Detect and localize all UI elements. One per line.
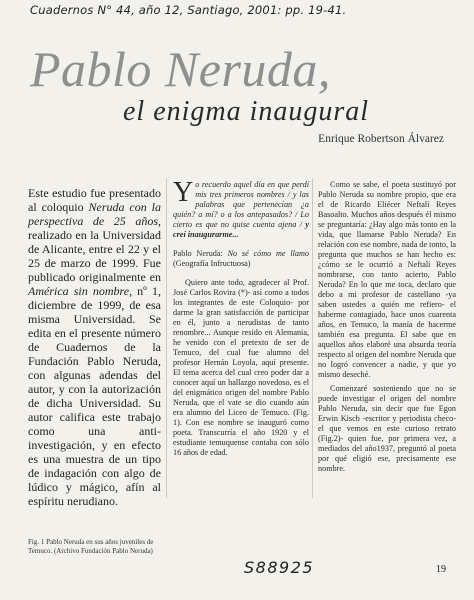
- body-paragraph: Como se sabe, el poeta sustituyó por Pablo Neruda su nombre propio, que era el de Ricardo Eliécer Neftalí Reyes Basoalto. Muchos años después él mismo se preguntaría: ¿Hay algo más tonto en la vida, que llamarse Pablo Neruda? En relación con ese nombre, nada de tonto, la pregunta que muchos se han hecho es: ¿cómo se le ocurrió a Neftalí Reyes nombrarse, con tanto acierto, Pablo Neruda? En lo que me toca, declaro que debo a mi profesor de castellano -ya saben ustedes a quién me refiero- el haberme contagiado, hace unos cuarenta años, en Temuco, la manía de hacerme también esa pregunta. El sabe que en aquellos años elaboré una absurda teoría respecto al origen del nombre Neruda que no logró convencer a nadie, y que yo mismo deseché.: [318, 180, 456, 379]
- body-paragraph: Comenzaré sosteniendo que no se puede investigar el origen del nombre Pablo Neruda, sin decir que fue Egon Erwin Kisch -escritor y periodista checo- el que vemos en este curioso retrato (Fig.2)- quien fue, por primera vez, a mediados del año1937, preguntó al poeta por qué eligió ese, precisamente ese nombre.: [318, 384, 456, 473]
- middle-column: [173, 177, 309, 458]
- epigraph-source: Pablo Neruda: No sé cómo me llamo (Geografía Infructuosa): [173, 249, 309, 268]
- epigraph: Yo recuerdo aquel día en que perdí mis tres primeros nombres / y las palabras que pertenecían ¿a quién? a mí? o a los antepasados? / Lo cierto es que no quise cuenta ajena / y creí inaugurarme...: [173, 177, 309, 239]
- article-title: Pablo Neruda,: [30, 41, 331, 97]
- figure-caption: Fig. 1 Pablo Neruda en sus años juveniles de Temuco. (Archivo Fundación Pablo Neruda): [28, 538, 154, 555]
- drop-cap: Y: [173, 177, 194, 208]
- page-number: 19: [436, 564, 446, 575]
- column-divider: [166, 178, 167, 498]
- column-divider: [312, 178, 313, 498]
- right-column: [318, 180, 456, 474]
- body-paragraph: Quiero ante todo, agradecer al Prof. José Carlos Rovira (*)- así como a todos los integrantes de este Coloquio- por darme la gran satisfacción de participar en él, junto a nerudistas de tanto renombre... Aunque resido en Alemania, he venido con el pretexto de ser de Temuco, del cual fue alumno del profesor Hernán Loyola, aquí presente. El tema acerca del cual creo poder dar a conocer aquí un hallazgo novedoso, es el del enigmático origen del nombre Pablo Neruda, que el vate se dio cuando aún era alumno del Liceo de Temuco. (Fig. 1). Con ese nombre se inauguró como poeta. Transcurría el año 1920 y el estudiante temuquense contaba con sólo 16 años de edad.: [173, 278, 309, 457]
- handwritten-catalog-code: S88925: [244, 558, 315, 577]
- intro-paragraph: Este estudio fue presentado al coloquio Neruda con la perspectiva de 25 años, realizado en la Universidad de Alicante, entre el 22 y el 25 de marzo de 1999. Fue publicado originalmente en América sin nombre, nº 1, diciembre de 1999, de esa misma Universidad. Se edita en el presente número de Cuadernos de la Fundación Pablo Neruda, con algunas adendas del autor, y con la autorización de dicha Universidad. Su autor califica este trabajo como una anti-investigación, y en efecto es una muestra de un tipo de indagación con algo de lúdico y mágico, afín al espíritu nerudiano.: [28, 186, 161, 508]
- article-subtitle: el enigma inaugural: [123, 96, 370, 127]
- author-name: Enrique Robertson Álvarez: [318, 133, 444, 145]
- intro-column: [28, 186, 161, 508]
- handwritten-header-note: Cuadernos N° 44, año 12, Santiago, 2001: pp. 19-41.: [30, 3, 347, 17]
